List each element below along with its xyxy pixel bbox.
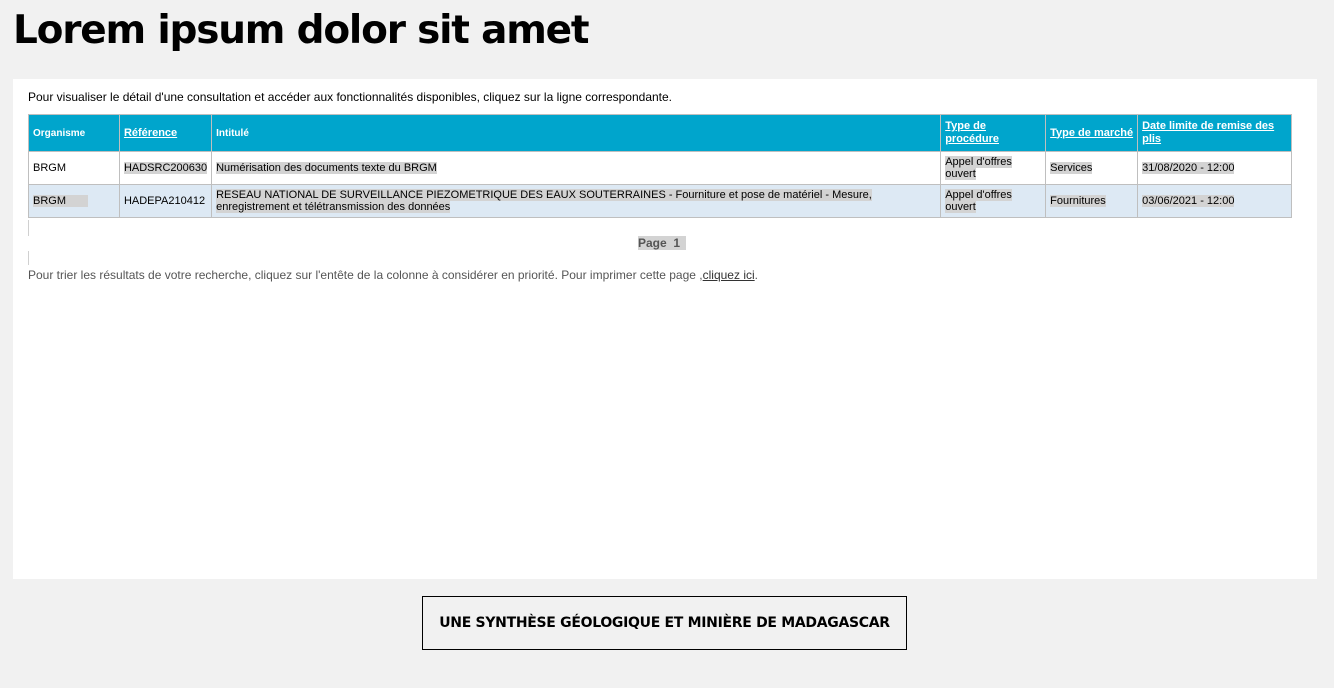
sort-reference-link[interactable]: Référence <box>123 126 178 139</box>
header-intitule-label: Intitulé <box>216 127 249 139</box>
header-date-limite[interactable] <box>1138 115 1292 152</box>
header-type-procedure[interactable] <box>941 115 1046 152</box>
sort-note-end: . <box>754 268 758 282</box>
cell-date-limite <box>1138 185 1292 218</box>
header-organisme-label: Organisme <box>33 127 86 139</box>
cell-organisme <box>29 185 120 218</box>
synthese-button[interactable] <box>422 596 907 650</box>
divider-line <box>28 251 29 265</box>
sort-note <box>28 268 758 282</box>
cell-type-procedure <box>941 152 1046 185</box>
print-link[interactable]: cliquez ici <box>702 268 755 282</box>
divider-line <box>28 220 29 236</box>
cell-reference <box>119 152 211 185</box>
header-intitule <box>212 115 941 152</box>
cell-date-limite-text: 31/08/2020 - 12:00 <box>1142 162 1235 174</box>
cell-reference <box>119 185 211 218</box>
cell-date-limite <box>1138 152 1292 185</box>
cell-type-marche-text: Services <box>1050 162 1093 174</box>
cell-intitule <box>212 152 941 185</box>
sort-type-procedure-link[interactable]: Type de procédure <box>945 120 999 145</box>
cell-date-limite-text: 03/06/2021 - 12:00 <box>1142 195 1235 207</box>
cell-type-marche-text: Fournitures <box>1050 195 1106 207</box>
pager-label: Page 1 <box>638 236 686 250</box>
sort-date-limite-link[interactable]: Date limite de remise des plis <box>1142 120 1275 145</box>
header-organisme <box>29 115 120 152</box>
cell-intitule <box>212 185 941 218</box>
table-row[interactable] <box>29 185 1292 218</box>
cell-type-marche <box>1046 152 1138 185</box>
table-header-row <box>29 115 1292 152</box>
cell-intitule-text: Numérisation des documents texte du BRGM <box>216 162 437 174</box>
cell-type-procedure-text: Appel d'offres ouvert <box>945 189 1012 213</box>
cell-organisme-text: BRGM <box>33 195 88 207</box>
cell-reference-text: HADSRC200630 <box>123 162 208 174</box>
table-row[interactable] <box>29 152 1292 185</box>
cell-organisme-text: BRGM <box>33 162 66 174</box>
consultations-table <box>28 114 1292 218</box>
synthese-button-label: UNE SYNTHÈSE GÉOLOGIQUE ET MINIÈRE DE MADAGASCAR <box>439 615 890 631</box>
cell-intitule-text: RESEAU NATIONAL DE SURVEILLANCE PIEZOMETRIQUE DES EAUX SOUTERRAINES - Fourniture et pose de matériel - Mesure, enregistrement et télétransmission des données <box>216 189 872 213</box>
header-type-marche[interactable] <box>1046 115 1138 152</box>
cell-type-procedure-text: Appel d'offres ouvert <box>945 156 1012 180</box>
sort-type-marche-link[interactable]: Type de marché <box>1050 126 1134 139</box>
cell-type-procedure <box>941 185 1046 218</box>
header-reference[interactable] <box>119 115 211 152</box>
cell-type-marche <box>1046 185 1138 218</box>
page-title: Lorem ipsum dolor sit amet <box>13 8 589 53</box>
cell-organisme <box>29 152 120 185</box>
cell-reference-text: HADEPA210412 <box>123 195 206 207</box>
sort-note-text: Pour trier les résultats de votre recherche, cliquez sur l'entête de la colonne à considérer en priorité. Pour imprimer cette page , <box>28 268 703 282</box>
consultations-panel <box>13 79 1317 579</box>
intro-text: Pour visualiser le détail d'une consultation et accéder aux fonctionnalités disponibles, cliquez sur la ligne correspondante. <box>28 90 673 104</box>
